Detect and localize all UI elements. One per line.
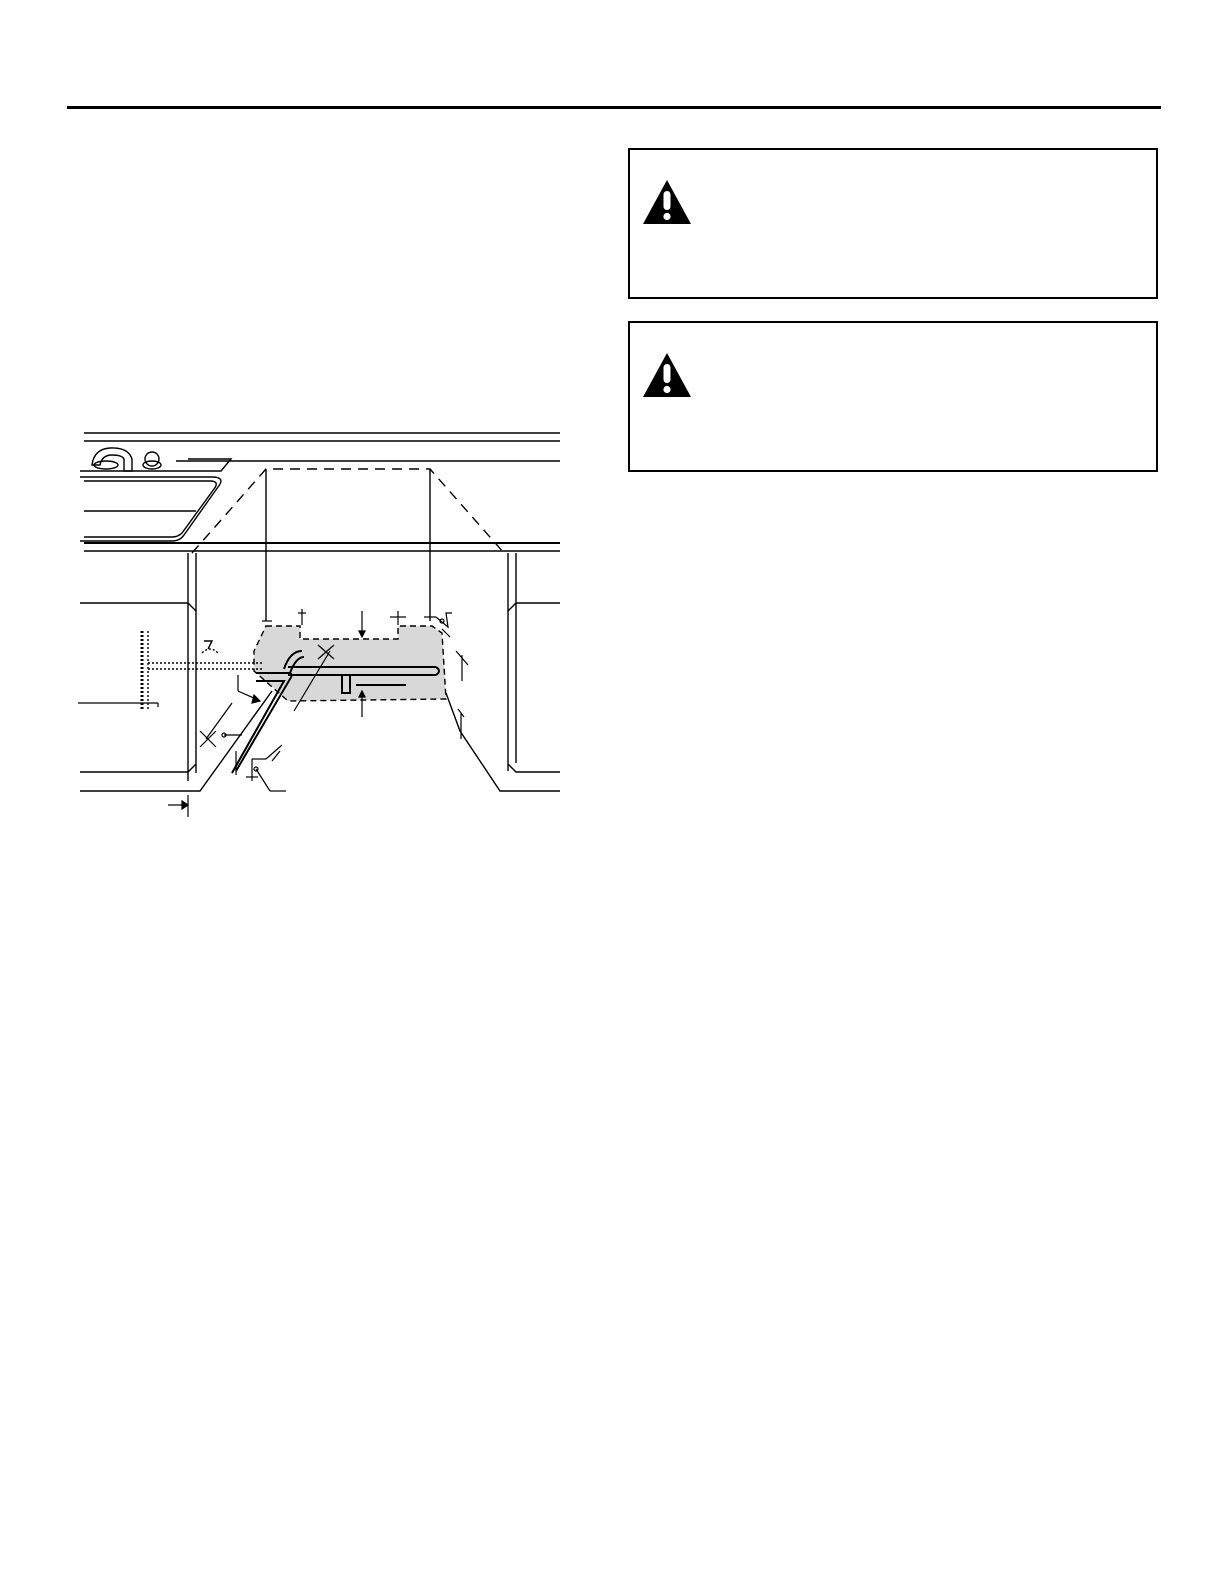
faucet-icon xyxy=(92,448,161,471)
warning-triangle-icon xyxy=(642,352,692,398)
header-rule xyxy=(67,106,1161,109)
warning-triangle-icon xyxy=(642,179,692,225)
installation-diagram xyxy=(76,431,562,824)
warning-box-2 xyxy=(628,321,1158,472)
left-cabinet xyxy=(80,553,272,791)
right-cabinet xyxy=(446,553,560,791)
warning-box-1 xyxy=(628,148,1158,299)
sink-icon xyxy=(80,459,231,541)
dishwasher-outline xyxy=(192,469,504,553)
water-supply-pipe-icon xyxy=(142,631,264,711)
countertop xyxy=(84,433,560,551)
